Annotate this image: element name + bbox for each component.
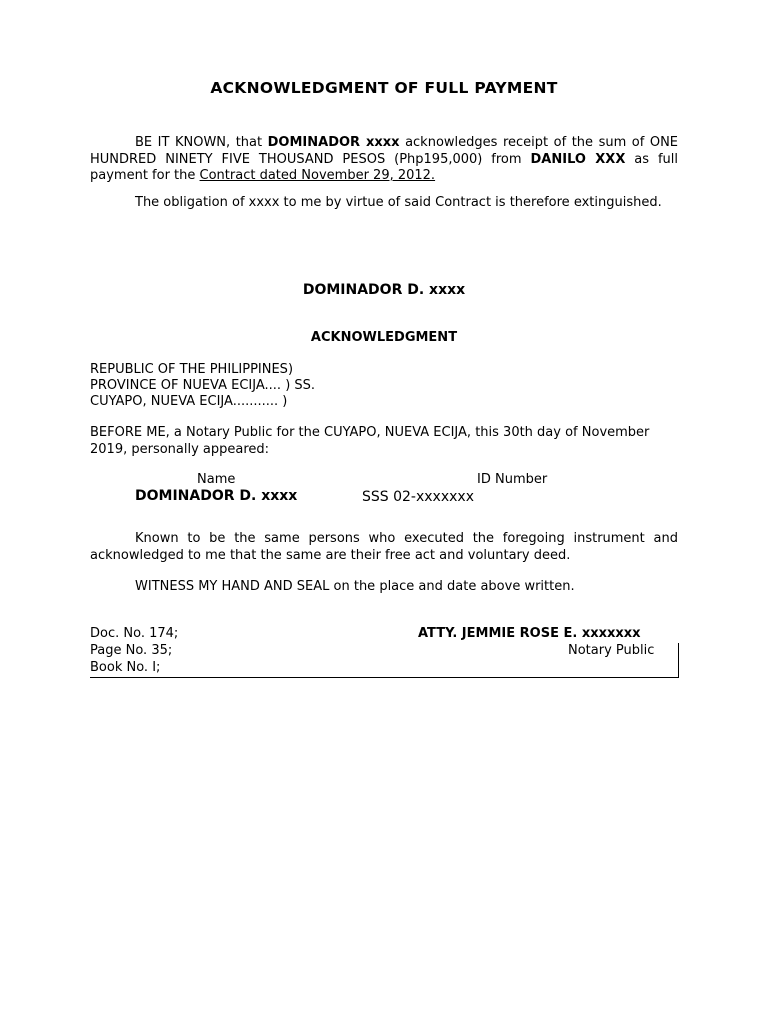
signature-box-bottom-border [90,677,679,678]
para1-text-b: acknowledges receipt of the sum of ONE HUNDRED NINETY FIVE THOUSAND PESOS (Php195,000) from [90,135,679,167]
payer-name: DANILO XXX [530,151,626,167]
venue-line-1: REPUBLIC OF THE PHILIPPINES) [90,362,294,377]
obligation-paragraph: The obligation of xxxx to me by virtue of said Contract is therefore extinguished. [135,195,662,210]
known-paragraph [90,531,678,564]
acknowledgment-heading: ACKNOWLEDGMENT [310,330,458,345]
notary-name: ATTY. JEMMIE ROSE E. xxxxxxx [418,626,641,641]
payment-paragraph [90,135,678,185]
document-title: ACKNOWLEDGMENT OF FULL PAYMENT [210,79,558,97]
notary-title: Notary Public [568,643,655,658]
book-number: Book No. I; [90,660,161,675]
doc-number: Doc. No. 174; [90,626,179,641]
signature-box-right-border [678,643,679,678]
known-text: Known to be the same persons who executed the foregoing instrument and acknowledged to me that the same are their free act and voluntary deed. [90,531,678,563]
witness-paragraph: WITNESS MY HAND AND SEAL on the place and date above written. [135,579,575,594]
venue-line-2: PROVINCE OF NUEVA ECIJA.... ) SS. [90,378,316,393]
contract-reference: Contract dated November 29, 2012. [199,168,436,183]
payee-name: DOMINADOR xxxx [267,135,400,150]
page-number: Page No. 35; [90,643,173,658]
before-me-paragraph: BEFORE ME, a Notary Public for the CUYAPO, NUEVA ECIJA, this 30th day of November 2019, personally appeared: [90,425,650,457]
para1-text-a: BE IT KNOWN, that [135,135,268,150]
table-header-name: Name [197,472,236,487]
appearing-party-id: SSS 02-xxxxxxx [362,489,474,505]
signatory-name: DOMINADOR D. xxxx [302,282,466,298]
venue-line-3: CUYAPO, NUEVA ECIJA........... ) [90,394,288,409]
table-header-id: ID Number [477,472,548,487]
para1-text-c: as full payment for the [90,151,678,183]
appearing-party-name: DOMINADOR D. xxxx [135,488,298,504]
